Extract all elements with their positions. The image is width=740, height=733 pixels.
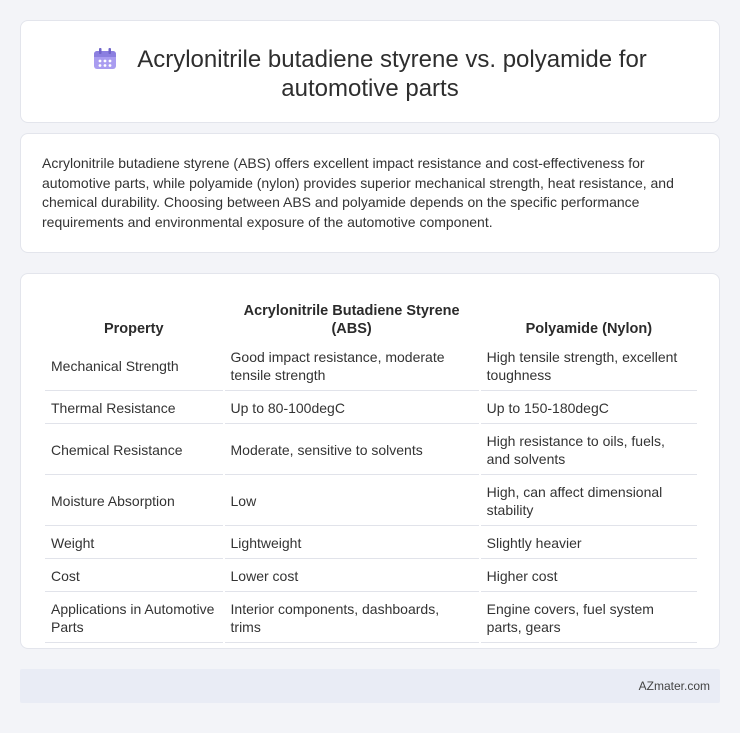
table-row [45,342,697,391]
table-row [45,528,697,559]
cell-polyamide: High resistance to oils, fuels, and solvents [481,426,697,475]
header-abs: Acrylonitrile Butadiene Styrene (ABS) [243,303,460,337]
cell-polyamide: Up to 150-180degC [481,393,697,424]
cell-abs: Moderate, sensitive to solvents [225,426,479,475]
title-card [20,20,720,123]
cell-property: Chemical Resistance [45,426,223,475]
cell-polyamide: High tensile strength, excellent toughness [481,342,697,391]
cell-property: Mechanical Strength [45,342,223,391]
intro-text: Acrylonitrile butadiene styrene (ABS) offers excellent impact resistance and cost-effectiveness for automotive parts, while polyamide (nylon) provides superior mechanical strength, heat resistance, and chemical durability. Choosing between ABS and polyamide depends on the specific performance requirements and environmental exposure of the automotive component. [42,155,674,230]
table-row [45,393,697,424]
comparison-card [20,273,720,649]
calendar-icon [93,48,117,70]
table-header-row [45,296,697,340]
cell-abs: Lower cost [225,561,479,592]
comparison-table [43,294,699,645]
table-row [45,561,697,592]
footer-bar [20,669,720,703]
cell-abs: Lightweight [225,528,479,559]
cell-property: Applications in Automotive Parts [45,594,223,643]
cell-polyamide: High, can affect dimensional stability [481,477,697,526]
cell-polyamide: Engine covers, fuel system parts, gears [481,594,697,643]
table-row [45,426,697,475]
title-line-2: automotive parts [281,75,459,102]
header-polyamide: Polyamide (Nylon) [525,321,653,337]
cell-polyamide: Higher cost [481,561,697,592]
table-row [45,477,697,526]
cell-abs: Low [225,477,479,526]
cell-property: Thermal Resistance [45,393,223,424]
cell-abs: Interior components, dashboards, trims [225,594,479,643]
cell-property: Weight [45,528,223,559]
table-row [45,594,697,643]
intro-card [20,133,720,253]
header-property: Property [103,321,164,337]
title-line-1: Acrylonitrile butadiene styrene vs. polyamide for [137,46,647,73]
footer-brand[interactable]: AZmater.com [638,679,710,693]
cell-abs: Up to 80-100degC [225,393,479,424]
cell-polyamide: Slightly heavier [481,528,697,559]
page-title [21,45,719,103]
cell-property: Cost [45,561,223,592]
cell-abs: Good impact resistance, moderate tensile strength [225,342,479,391]
cell-property: Moisture Absorption [45,477,223,526]
